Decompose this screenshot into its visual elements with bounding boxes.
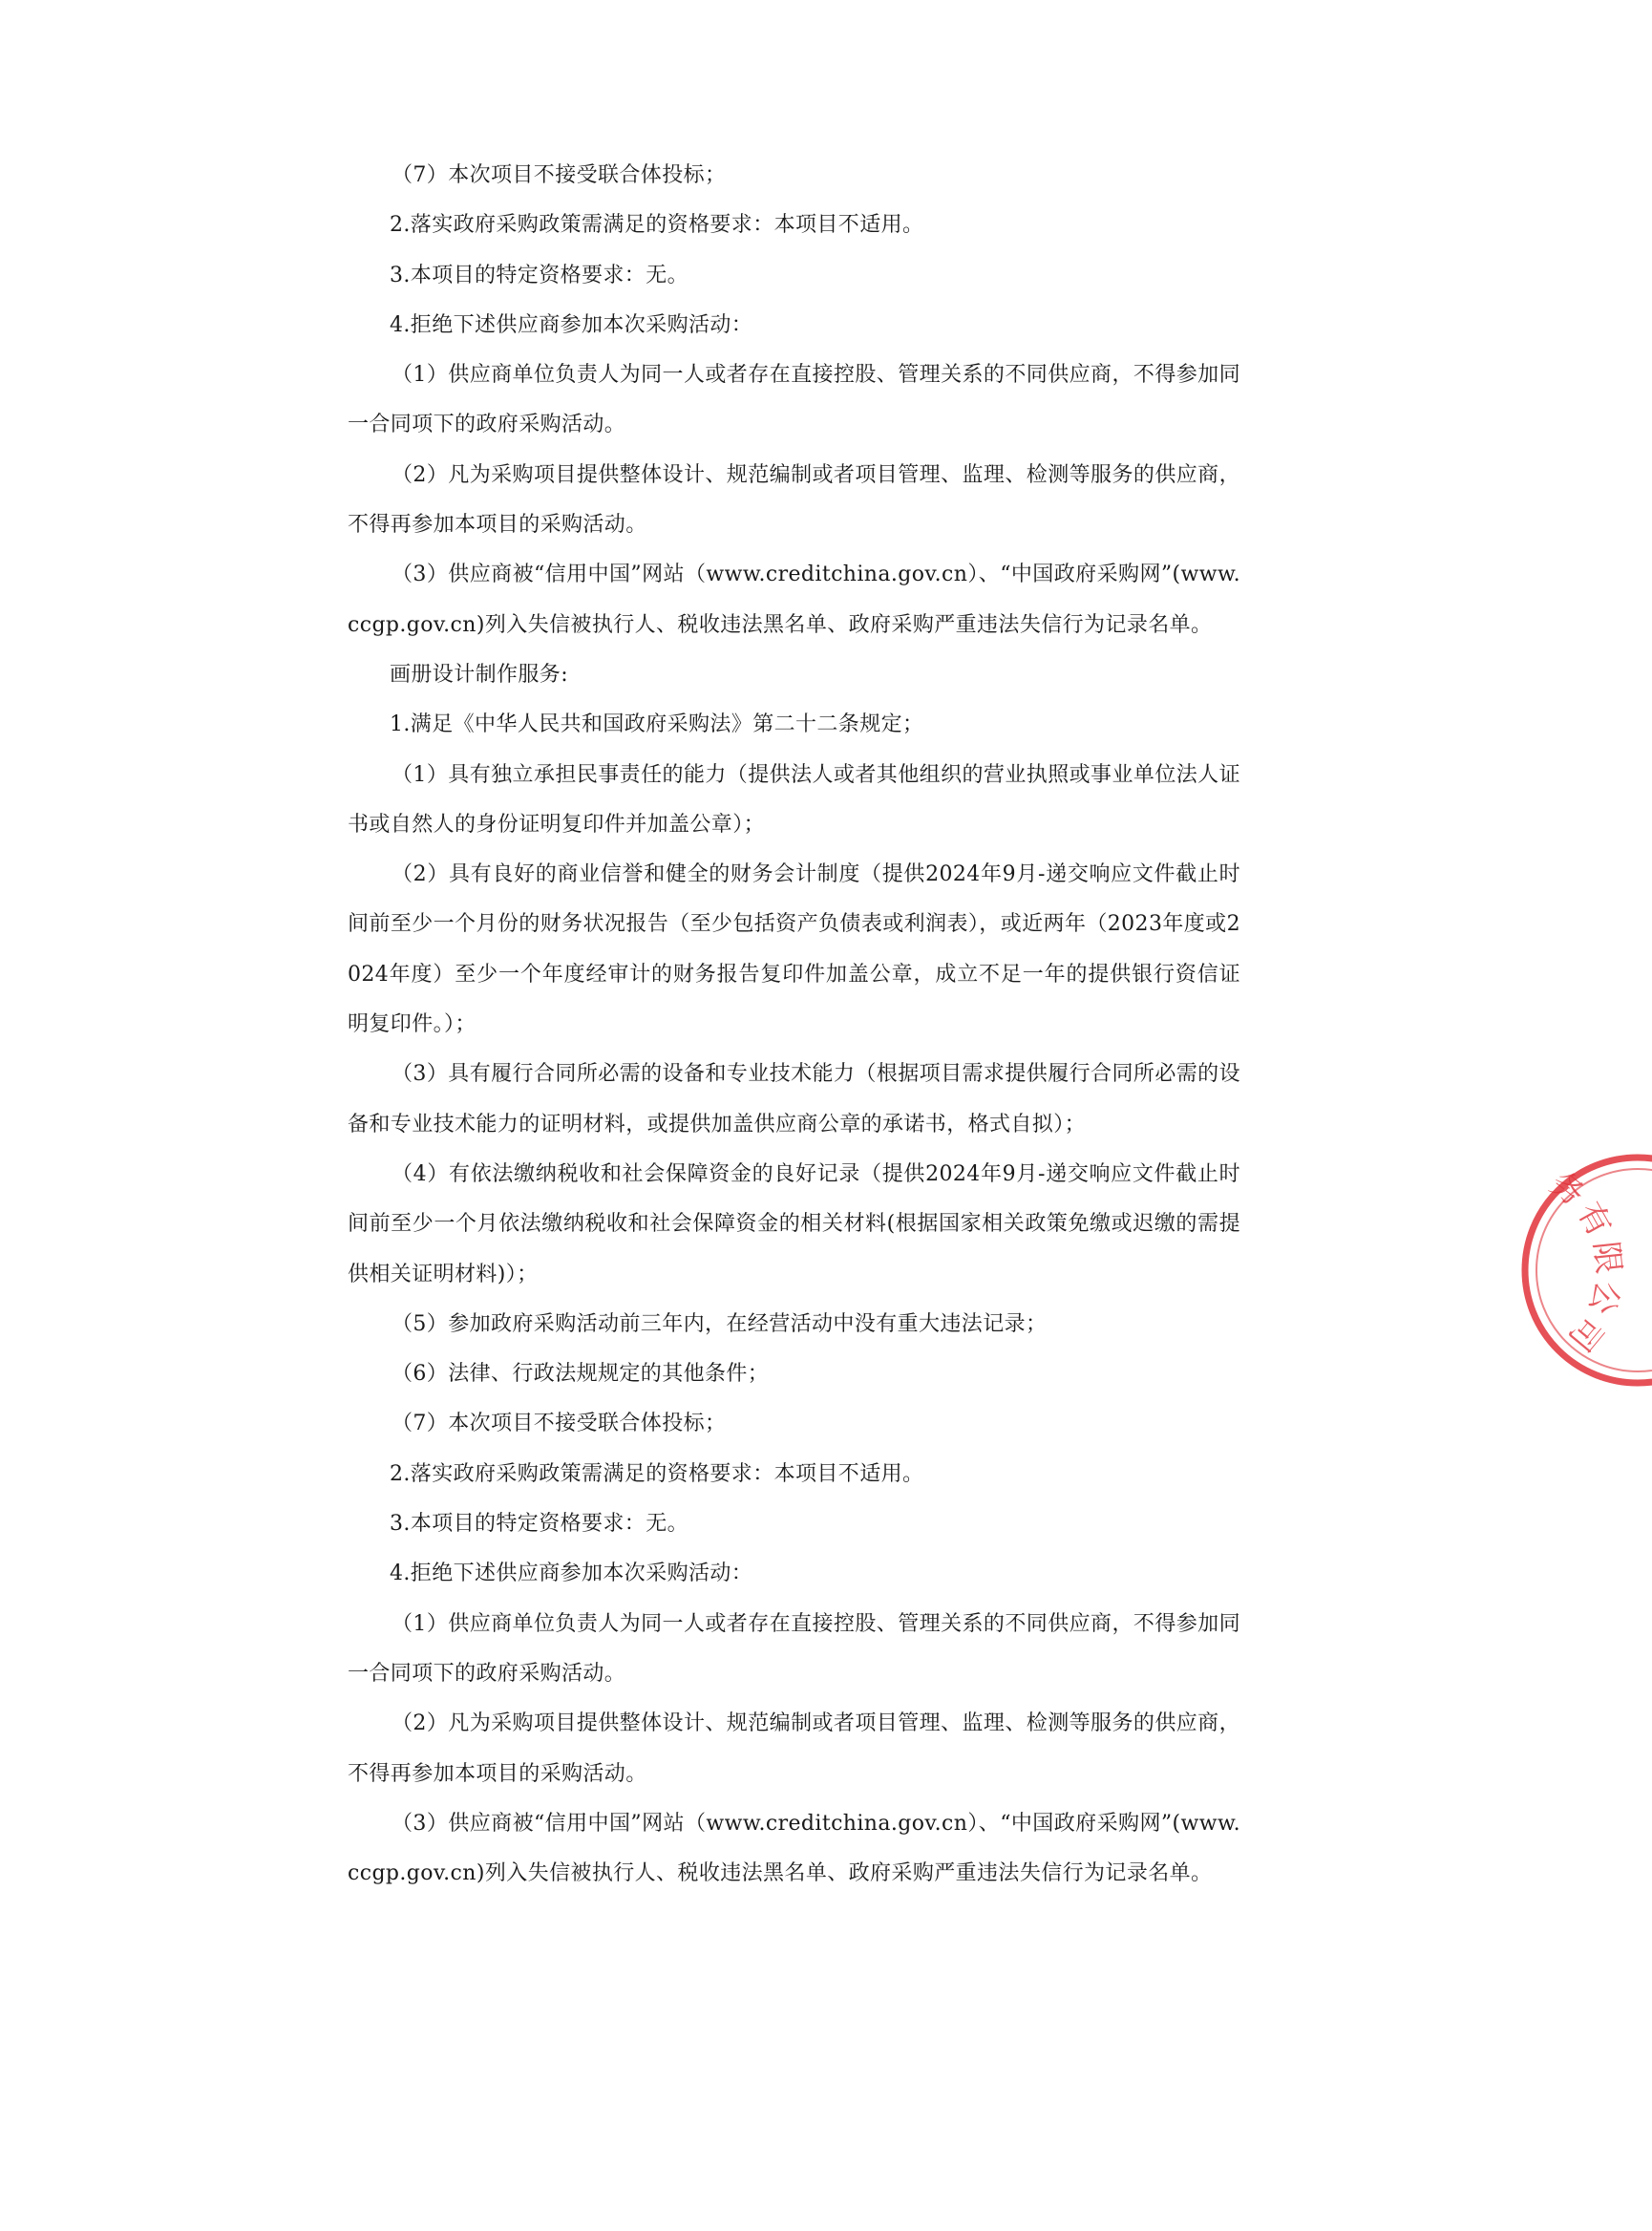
paragraph: 2.落实政府采购政策需满足的资格要求：本项目不适用。 xyxy=(390,1461,924,1486)
svg-text:务有限公司 xyxy=(1543,1164,1628,1361)
paragraph: （1）供应商单位负责人为同一人或者存在直接控股、管理关系的不同供应商，不得参加同一合同项下的政府采购活动。 xyxy=(348,1611,1240,1686)
paragraph: （1）具有独立承担民事责任的能力（提供法人或者其他组织的营业执照或事业单位法人证书或自然人的身份证明复印件并加盖公章）； xyxy=(348,762,1240,837)
section-heading: 画册设计制作服务: xyxy=(390,662,569,687)
company-seal-stamp xyxy=(1518,1151,1652,1390)
paragraph: 4.拒绝下述供应商参加本次采购活动： xyxy=(390,1562,753,1586)
paragraph: （2）凡为采购项目提供整体设计、规范编制或者项目管理、监理、检测等服务的供应商，不得再参加本项目的采购活动。 xyxy=(348,1711,1240,1786)
paragraph: 1.满足《中华人民共和国政府采购法》第二十二条规定； xyxy=(390,712,924,737)
paragraph: （3）供应商被“信用中国”网站（www.creditchina.gov.cn）、“中国政府采购网”(www.ccgp.gov.cn)列入失信被执行人、税收违法黑名单、政府采购严重违法失信行为记录名单。 xyxy=(348,1811,1240,1886)
document-body xyxy=(348,151,1240,1899)
seal-text: 务有限公司 xyxy=(1542,1163,1628,1362)
paragraph: （4）有依法缴纳税收和社会保障资金的良好记录（提供2024年9月-递交响应文件截止时间前至少一个月依法缴纳税收和社会保障资金的相关材料(根据国家相关政策免缴或迟缴的需提供相关证明材料)）； xyxy=(348,1161,1240,1286)
paragraph: （2）具有良好的商业信誉和健全的财务会计制度（提供2024年9月-递交响应文件截止时间前至少一个月份的财务状况报告（至少包括资产负债表或利润表），或近两年（2023年度或2024年度）至少一个年度经审计的财务报告复印件加盖公章，成立不足一年的提供银行资信证明复印件。）； xyxy=(348,862,1240,1037)
paragraph: （3）供应商被“信用中国”网站（www.creditchina.gov.cn）、“中国政府采购网”(www.ccgp.gov.cn)列入失信被执行人、税收违法黑名单、政府采购严重违法失信行为记录名单。 xyxy=(348,563,1240,637)
paragraph: 4.拒绝下述供应商参加本次采购活动： xyxy=(390,312,753,337)
paragraph: （1）供应商单位负责人为同一人或者存在直接控股、管理关系的不同供应商，不得参加同一合同项下的政府采购活动。 xyxy=(348,363,1240,437)
paragraph: （2）凡为采购项目提供整体设计、规范编制或者项目管理、监理、检测等服务的供应商，不得再参加本项目的采购活动。 xyxy=(348,462,1240,538)
paragraph: 2.落实政府采购政策需满足的资格要求：本项目不适用。 xyxy=(390,213,924,238)
paragraph: （6）法律、行政法规规定的其他条件； xyxy=(392,1362,770,1387)
paragraph: （7）本次项目不接受联合体投标； xyxy=(392,1412,727,1436)
paragraph: （5）参加政府采购活动前三年内，在经营活动中没有重大违法记录； xyxy=(392,1311,1048,1336)
paragraph: （7）本次项目不接受联合体投标； xyxy=(392,163,727,187)
paragraph: 3.本项目的特定资格要求：无。 xyxy=(390,263,688,287)
paragraph: （3）具有履行合同所必需的设备和专业技术能力（根据项目需求提供履行合同所必需的设备和专业技术能力的证明材料，或提供加盖供应商公章的承诺书，格式自拟）； xyxy=(348,1062,1240,1137)
paragraph: 3.本项目的特定资格要求：无。 xyxy=(390,1512,688,1537)
